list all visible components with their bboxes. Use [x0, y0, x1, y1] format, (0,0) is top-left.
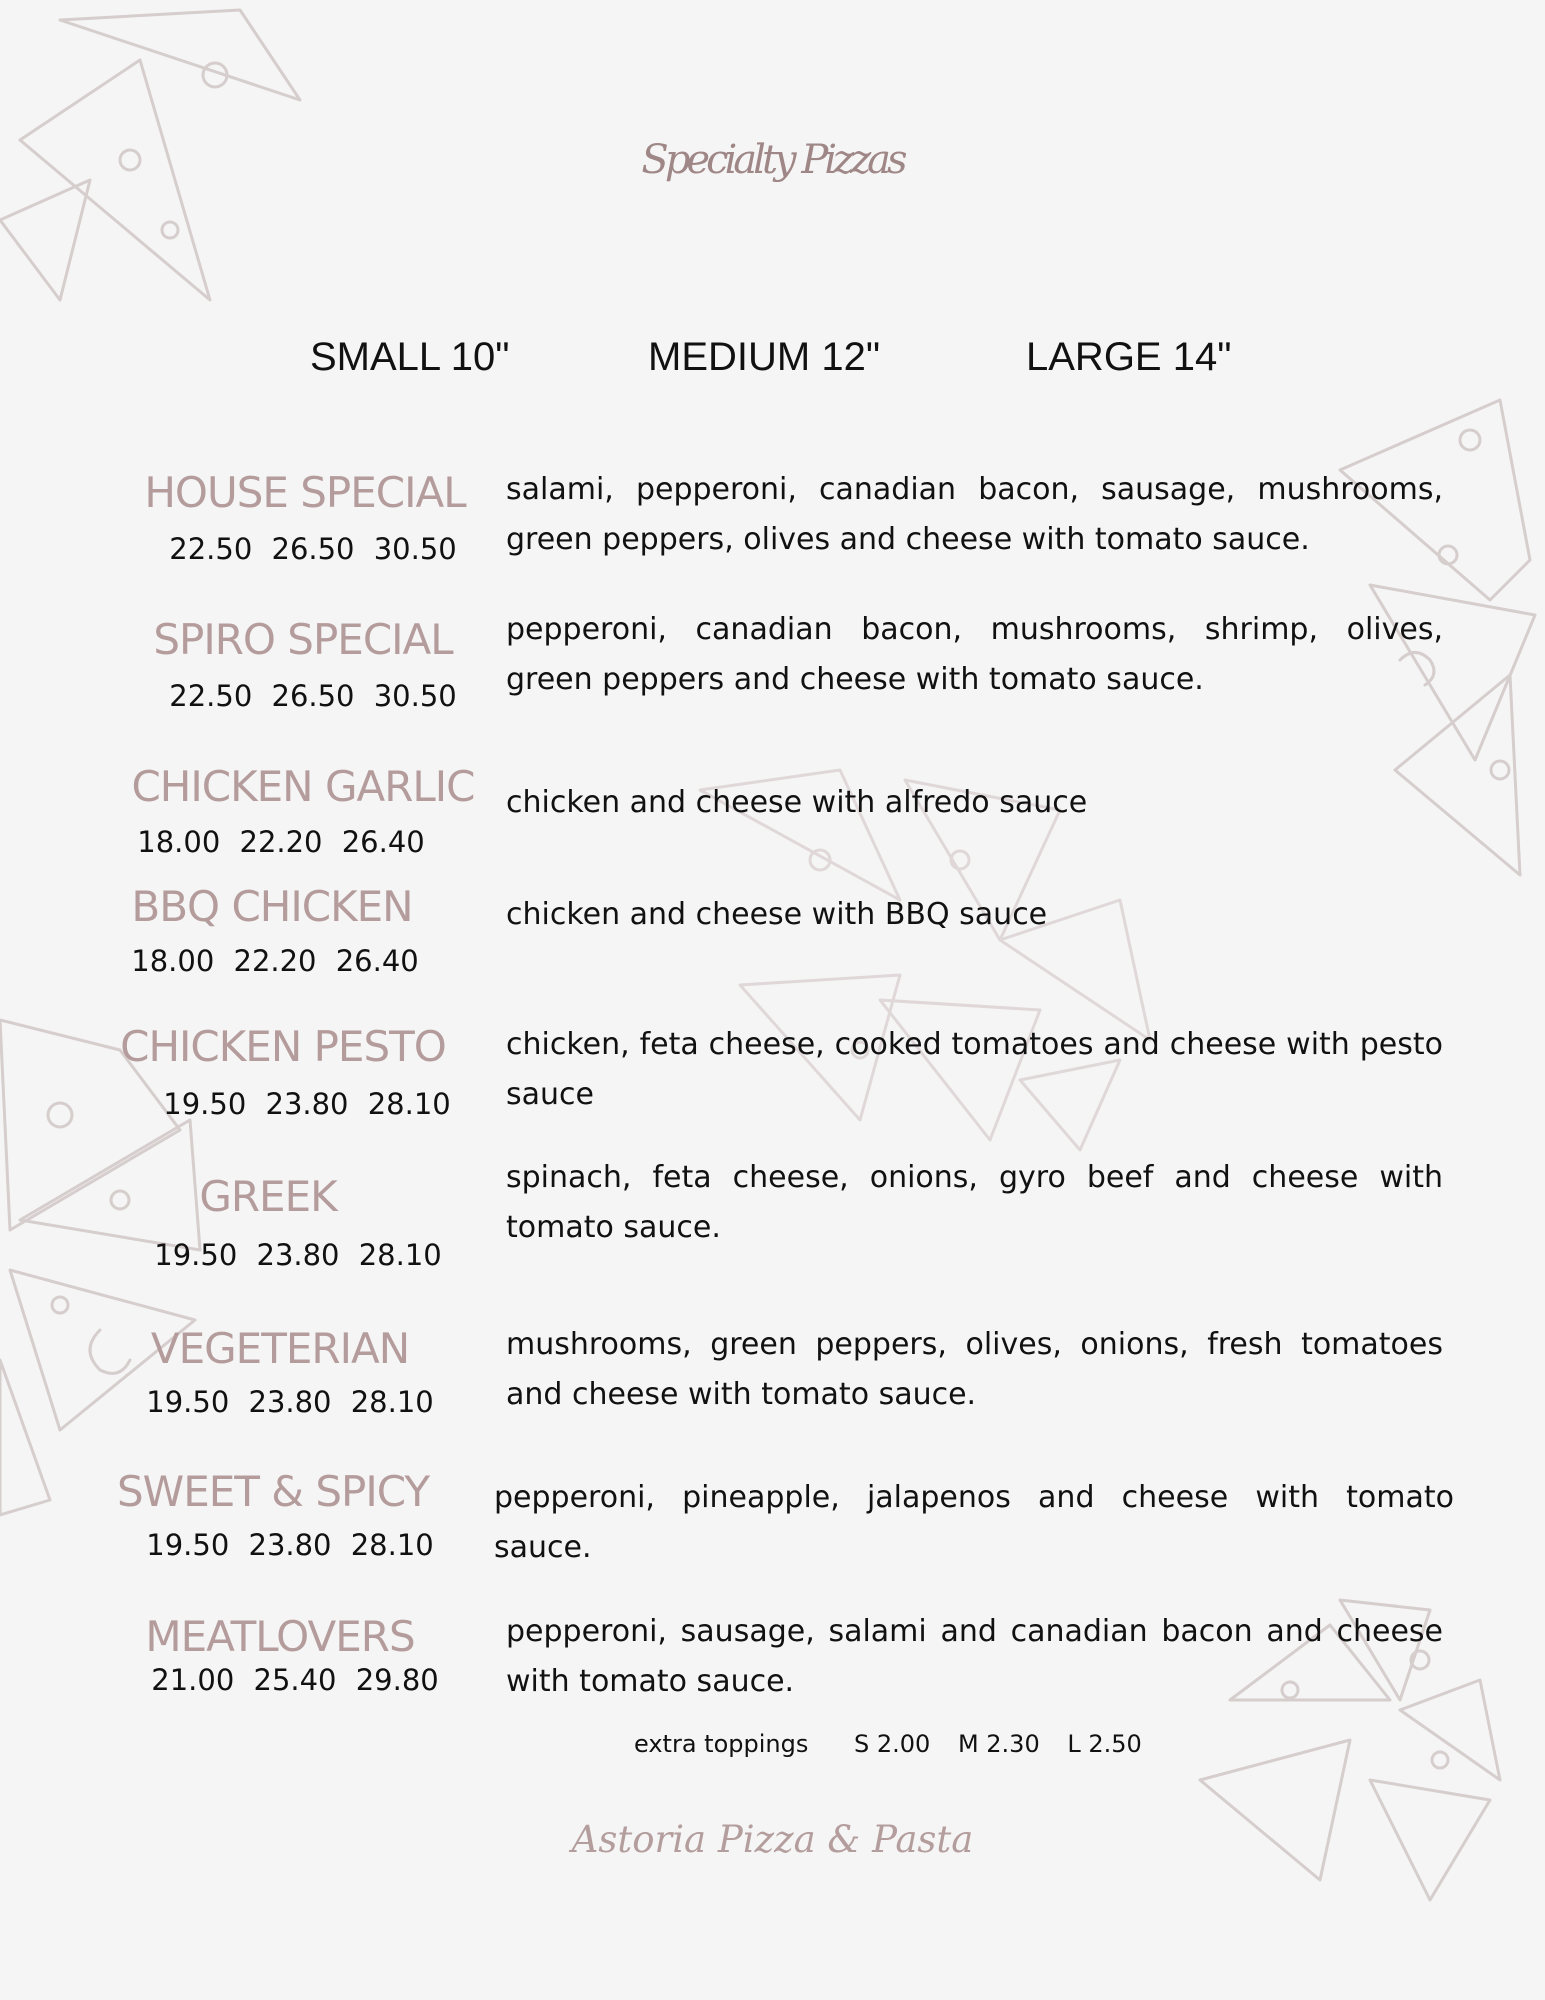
item-prices: 18.00 22.20 26.40	[137, 825, 425, 859]
page-title: Specialty Pizzas	[641, 137, 904, 183]
item-description: chicken and cheese with BBQ sauce	[506, 897, 1048, 932]
size-medium-header: MEDIUM 12"	[648, 335, 881, 379]
item-prices: 22.50 26.50 30.50	[169, 532, 457, 566]
item-prices: 22.50 26.50 30.50	[169, 679, 457, 713]
item-description: pepperoni, canadian bacon, mushrooms, shrimp, olives, green peppers and cheese with tomato sauce.	[506, 612, 1443, 697]
item-prices: 18.00 22.20 26.40	[131, 944, 419, 978]
item-name: SWEET & SPICY	[117, 1467, 429, 1516]
item-description: mushrooms, green peppers, olives, onions, fresh tomatoes and cheese with tomato sauce.	[506, 1327, 1443, 1412]
item-name: VEGETERIAN	[150, 1324, 410, 1373]
item-description: chicken and cheese with alfredo sauce	[506, 785, 1088, 820]
item-name: CHICKEN GARLIC	[131, 762, 475, 811]
item-prices: 19.50 23.80 28.10	[146, 1528, 434, 1562]
item-description: pepperoni, sausage, salami and canadian bacon and cheese with tomato sauce.	[506, 1614, 1443, 1699]
size-small-header: SMALL 10"	[310, 335, 510, 379]
extra-price-large: L 2.50	[1067, 1730, 1142, 1758]
item-prices: 19.50 23.80 28.10	[154, 1238, 442, 1272]
item-description: spinach, feta cheese, onions, gyro beef and cheese with tomato sauce.	[506, 1160, 1443, 1245]
extra-price-medium: M 2.30	[957, 1730, 1040, 1758]
item-name: BBQ CHICKEN	[131, 882, 413, 931]
item-prices: 19.50 23.80 28.10	[146, 1385, 434, 1419]
extra-price-small: S 2.00	[853, 1730, 931, 1758]
item-prices: 19.50 23.80 28.10	[163, 1087, 451, 1121]
item-name: CHICKEN PESTO	[120, 1022, 446, 1071]
restaurant-name: Astoria Pizza & Pasta	[571, 1818, 974, 1861]
item-name: GREEK	[199, 1172, 337, 1221]
item-name: MEATLOVERS	[145, 1612, 415, 1661]
item-description: chicken, feta cheese, cooked tomatoes and cheese with pesto sauce	[506, 1027, 1443, 1112]
item-name: SPIRO SPECIAL	[153, 615, 453, 664]
item-prices: 21.00 25.40 29.80	[151, 1663, 439, 1697]
item-name: HOUSE SPECIAL	[144, 468, 466, 517]
item-description: pepperoni, pineapple, jalapenos and cheese with tomato sauce.	[494, 1480, 1454, 1565]
extra-toppings-label: extra toppings	[634, 1730, 809, 1758]
size-large-header: LARGE 14"	[1026, 335, 1232, 379]
item-description: salami, pepperoni, canadian bacon, sausage, mushrooms, green peppers, olives and cheese with tomato sauce.	[506, 472, 1443, 557]
